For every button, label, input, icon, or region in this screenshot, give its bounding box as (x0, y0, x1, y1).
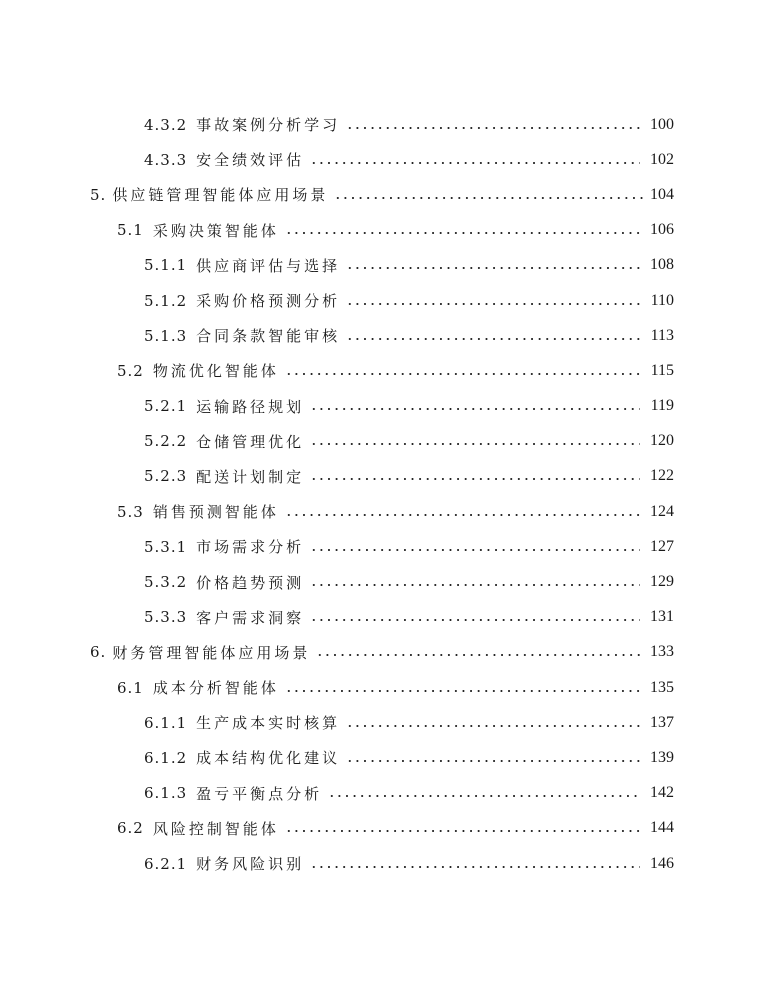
dot-leader (310, 865, 640, 869)
toc-entry-page: 129 (650, 573, 674, 591)
toc-entry-number: 6.1 (117, 678, 144, 697)
toc-entry-number: 5.3.2 (144, 573, 188, 592)
toc-entry[interactable] (0, 248, 765, 283)
toc-entry-title: 仓储管理优化 (196, 432, 305, 451)
toc-entry-number: 5.2 (117, 361, 144, 380)
dot-leader (310, 618, 640, 622)
toc-entry-title: 客户需求洞察 (196, 608, 305, 627)
dot-leader (285, 513, 640, 517)
dot-leader (285, 231, 640, 235)
toc-entry-title: 盈亏平衡点分析 (196, 784, 323, 803)
toc-entry-page: 137 (650, 713, 674, 731)
toc-entry-page: 131 (650, 608, 674, 626)
toc-entry-number: 6.1.3 (144, 784, 188, 803)
toc-entry-title: 安全绩效评估 (196, 151, 305, 170)
toc-entry[interactable] (0, 353, 765, 388)
toc-entry[interactable] (0, 424, 765, 459)
toc-entry-page: 100 (650, 115, 674, 133)
dot-leader (310, 583, 640, 587)
dot-leader (285, 829, 640, 833)
toc-entry-title: 配送计划制定 (196, 467, 305, 486)
toc-entry-title: 成本分析智能体 (152, 679, 279, 698)
dot-leader (328, 794, 640, 798)
toc-entry-title: 财务管理智能体应用场景 (112, 643, 311, 662)
toc-entry-number: 6.2 (117, 819, 144, 838)
toc-entry[interactable] (0, 494, 765, 529)
toc-entry[interactable] (0, 635, 765, 670)
toc-entry-number: 5. (90, 185, 107, 204)
toc-entry-title: 供应链管理智能体应用场景 (112, 186, 329, 205)
toc-entry-number: 5.1.3 (144, 326, 188, 345)
toc-entry-page: 142 (650, 784, 674, 802)
toc-entry[interactable] (0, 459, 765, 494)
toc-entry-number: 5.2.3 (144, 467, 188, 486)
dot-leader (285, 372, 640, 376)
toc-entry-number: 5.3.1 (144, 537, 188, 556)
dot-leader (346, 759, 640, 763)
toc-entry-number: 5.1 (117, 221, 144, 240)
dot-leader (310, 548, 640, 552)
toc-entry-title: 运输路径规划 (196, 397, 305, 416)
toc-entry-title: 供应商评估与选择 (196, 256, 341, 275)
toc-entry[interactable] (0, 283, 765, 318)
toc-entry-page: 113 (650, 326, 674, 344)
toc-entry-title: 成本结构优化建议 (196, 749, 341, 768)
toc-entry-number: 5.1.1 (144, 256, 188, 275)
toc-entry-number: 5.2.1 (144, 397, 188, 416)
toc-entry[interactable] (0, 107, 765, 142)
toc-entry-page: 119 (650, 397, 674, 415)
toc-entry-page: 122 (650, 467, 674, 485)
toc-entry-title: 风险控制智能体 (152, 819, 279, 838)
toc-entry-title: 物流优化智能体 (152, 362, 279, 381)
toc-entry-number: 5.3 (117, 502, 144, 521)
toc-entry-page: 120 (650, 432, 674, 450)
toc-entry[interactable] (0, 705, 765, 740)
toc-entry[interactable] (0, 389, 765, 424)
dot-leader (316, 653, 644, 657)
toc-entry-number: 4.3.3 (144, 150, 188, 169)
toc-entry[interactable] (0, 776, 765, 811)
toc-entry-title: 事故案例分析学习 (196, 116, 341, 135)
dot-leader (346, 302, 640, 306)
toc-entry-number: 4.3.2 (144, 115, 188, 134)
toc-entry-page: 108 (650, 256, 674, 274)
dot-leader (310, 161, 640, 165)
toc-entry[interactable] (0, 740, 765, 775)
dot-leader (346, 126, 640, 130)
toc-entry-number: 5.3.3 (144, 608, 188, 627)
toc-entry-title: 市场需求分析 (196, 538, 305, 557)
dot-leader (285, 689, 640, 693)
toc-entry[interactable] (0, 213, 765, 248)
toc-entry-title: 价格趋势预测 (196, 573, 305, 592)
toc-entry-number: 6.2.1 (144, 854, 188, 873)
toc-entry[interactable] (0, 142, 765, 177)
dot-leader (346, 337, 640, 341)
toc-entry[interactable] (0, 811, 765, 846)
toc-entry-page: 115 (650, 361, 674, 379)
table-of-contents (0, 107, 765, 881)
toc-entry[interactable] (0, 564, 765, 599)
toc-entry-number: 6.1.2 (144, 748, 188, 767)
toc-entry[interactable] (0, 529, 765, 564)
toc-entry-page: 110 (650, 291, 674, 309)
toc-entry-page: 102 (650, 150, 674, 168)
dot-leader (310, 477, 640, 481)
dot-leader (310, 442, 640, 446)
toc-entry-page: 106 (650, 221, 674, 239)
toc-entry-number: 5.2.2 (144, 432, 188, 451)
toc-entry-page: 133 (650, 643, 674, 661)
toc-entry-title: 采购决策智能体 (152, 221, 279, 240)
toc-entry-page: 139 (650, 748, 674, 766)
toc-entry-title: 采购价格预测分析 (196, 292, 341, 311)
toc-entry-page: 104 (650, 185, 674, 203)
dot-leader (334, 196, 644, 200)
toc-entry-number: 5.1.2 (144, 291, 188, 310)
toc-entry-number: 6.1.1 (144, 713, 188, 732)
toc-entry[interactable] (0, 318, 765, 353)
dot-leader (346, 266, 640, 270)
toc-entry-title: 合同条款智能审核 (196, 327, 341, 346)
toc-entry-page: 144 (650, 819, 674, 837)
toc-entry-title: 财务风险识别 (196, 855, 305, 874)
toc-entry[interactable] (0, 600, 765, 635)
toc-entry[interactable] (0, 846, 765, 881)
toc-entry-page: 124 (650, 502, 674, 520)
toc-entry-page: 146 (650, 854, 674, 872)
dot-leader (346, 724, 640, 728)
toc-entry[interactable] (0, 177, 765, 212)
toc-entry-title: 生产成本实时核算 (196, 714, 341, 733)
toc-entry-page: 127 (650, 537, 674, 555)
dot-leader (310, 407, 640, 411)
toc-entry-number: 6. (90, 643, 107, 662)
toc-entry-title: 销售预测智能体 (152, 503, 279, 522)
toc-entry-page: 135 (650, 678, 674, 696)
toc-entry[interactable] (0, 670, 765, 705)
